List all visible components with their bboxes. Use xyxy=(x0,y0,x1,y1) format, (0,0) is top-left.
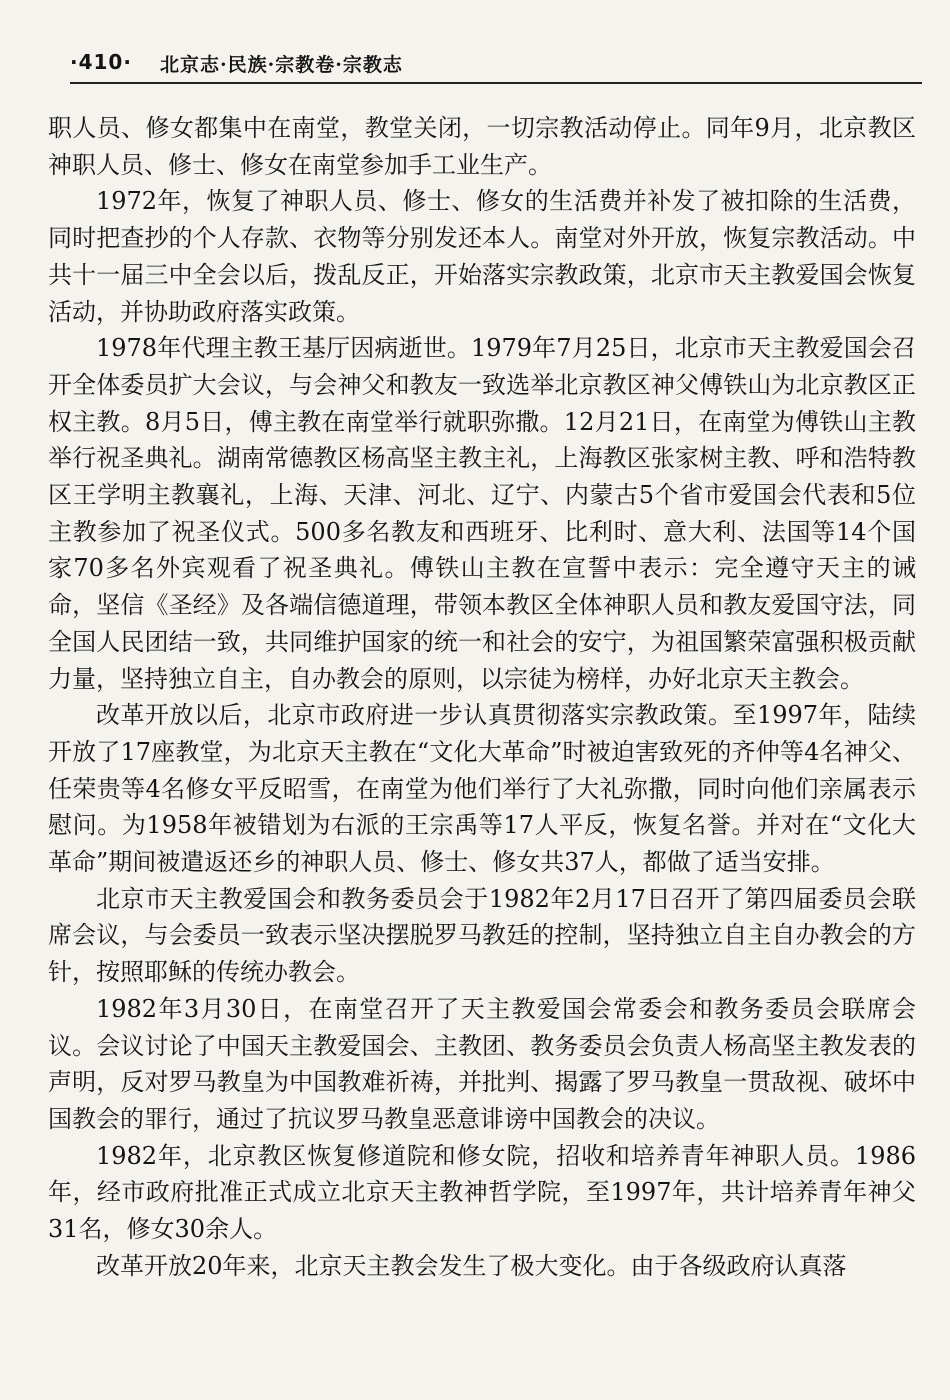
paragraph: 北京市天主教爱国会和教务委员会于1982年2月17日召开了第四届委员会联席会议，与会委员一致表示坚决摆脱罗马教廷的控制，坚持独立自主自办教会的方针，按照耶稣的传统办教会。 xyxy=(48,884,916,987)
paragraph: 1982年，北京教区恢复修道院和修女院，招收和培养青年神职人员。1986年，经市政府批准正式成立北京天主教神哲学院，至1997年，共计培养青年神父31名，修女30余人。 xyxy=(48,1141,916,1244)
paragraph: 改革开放20年来，北京天主教会发生了极大变化。由于各级政府认真落 xyxy=(96,1251,847,1280)
page-number: ·410· xyxy=(70,50,132,74)
paragraph: 1972年，恢复了神职人员、修士、修女的生活费并补发了被扣除的生活费，同时把查抄的个人存款、衣物等分别发还本人。南堂对外开放，恢复宗教活动。中共十一届三中全会以后，拨乱反正，开始落实宗教政策，北京市天主教爱国会恢复活动，并协助政府落实政策。 xyxy=(48,187,916,326)
page-header xyxy=(70,48,922,78)
header-rule xyxy=(70,82,922,84)
body-text xyxy=(48,110,916,1285)
running-title: 北京志·民族·宗教卷·宗教志 xyxy=(160,54,403,76)
paragraph: 改革开放以后，北京市政府进一步认真贯彻落实宗教政策。至1997年，陆续开放了17座教堂，为北京天主教在“文化大革命”时被迫害致死的齐仲等4名神父、任荣贵等4名修女平反昭雪，在南堂为他们举行了大礼弥撒，同时向他们亲属表示慰问。为1958年被错划为右派的王宗禹等17人平反，恢复名誉。并对在“文化大革命”期间被遣返还乡的神职人员、修士、修女共37人，都做了适当安排。 xyxy=(48,701,916,877)
paragraph: 1978年代理主教王基厅因病逝世。1979年7月25日，北京市天主教爱国会召开全体委员扩大会议，与会神父和教友一致选举北京教区神父傅铁山为北京教区正权主教。8月5日，傅主教在南堂举行就职弥撒。12月21日，在南堂为傅铁山主教举行祝圣典礼。湖南常德教区杨高坚主教主礼，上海教区张家树主教、呼和浩特教区王学明主教襄礼，上海、天津、河北、辽宁、内蒙古5个省市爱国会代表和5位主教参加了祝圣仪式。500多名教友和西班牙、比利时、意大利、法国等14个国家70多名外宾观看了祝圣典礼。傅铁山主教在宣誓中表示：完全遵守天主的诫命，坚信《圣经》及各端信德道理，带领本教区全体神职人员和教友爱国守法，同全国人民团结一致，共同维护国家的统一和社会的安宁，为祖国繁荣富强积极贡献力量，坚持独立自主，自办教会的原则，以宗徒为榜样，办好北京天主教会。 xyxy=(48,334,916,693)
paragraph: 1982年3月30日，在南堂召开了天主教爱国会常委会和教务委员会联席会议。会议讨论了中国天主教爱国会、主教团、教务委员会负责人杨高坚主教发表的声明，反对罗马教皇为中国教难祈祷，并批判、揭露了罗马教皇一贯敌视、破坏中国教会的罪行，通过了抗议罗马教皇恶意诽谤中国教会的决议。 xyxy=(48,994,916,1133)
paragraph-continued: 职人员、修女都集中在南堂，教堂关闭，一切宗教活动停止。同年9月，北京教区神职人员、修士、修女在南堂参加手工业生产。 xyxy=(48,114,916,179)
